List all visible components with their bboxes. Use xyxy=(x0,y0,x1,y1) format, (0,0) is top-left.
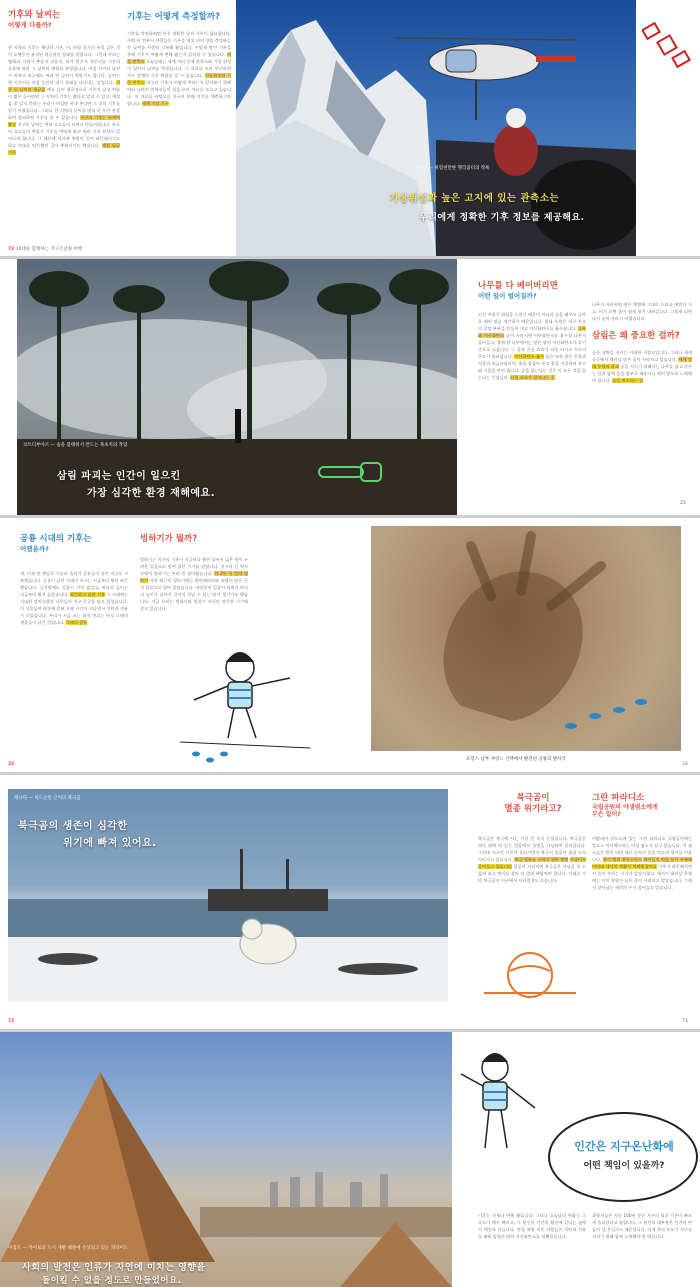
heading-line: 어땠을까? xyxy=(20,544,49,553)
paragraph: 과학자들은 지난 100년 동안 지구의 평균 기온이 빠르게 올라갔다고 말합니다. 그 원인의 대부분은 인간이 만들어 낸 온실가스 때문입니다. 이제 우리 모두가 지구를 지키기 위해 함께 노력해야 할 때입니다. xyxy=(592,1213,692,1239)
overlay-text-line: 삼림 파괴는 인간이 일으킨 xyxy=(57,471,181,482)
speech-bubble xyxy=(548,1112,698,1202)
highlight-text: 지상 관측소 xyxy=(127,52,231,64)
highlight-text: 인공위성과 기상 관측소 xyxy=(127,73,231,85)
paragraph: 지구의 기후가 어떻게 변하는지 알아보기 위해 여러 나라의 과학자들이 힘을 모아 자료를 모으고 있습니다. 이 자료를 바탕으로 지구의 미래 기후를 예측하기도 합니다. xyxy=(127,80,232,106)
heading-cut-trees xyxy=(478,281,588,300)
spread-human-responsibility xyxy=(0,1032,700,1287)
page-footer xyxy=(680,501,686,506)
heading-line: 멸종 위기라고? xyxy=(504,803,562,814)
photo-dinosaur-footprint xyxy=(371,526,681,751)
page-footer xyxy=(682,1019,688,1024)
heading-line: 어떤 일이 벌어질까? xyxy=(478,291,537,300)
page-number: 73 xyxy=(682,1019,688,1024)
paragraph: 새, 이제 먼 옛날로 거슬러 올라가 공룡들이 살던 지구로 가 보겠습니다. 공룡이 살던 시대의 지구는 지금보다 훨씬 따뜻했습니다. 극지방에도 얼음이 거의 없었고, 바다의 높이는 지금보다 훨씬 높았습니다. xyxy=(20,571,128,597)
page-footer xyxy=(8,246,82,252)
highlight-text: 어미와 새끼의 생활이 어려워졌어요 xyxy=(592,864,657,869)
paragraph: 빙하기는 지구의 기온이 지금보다 훨씬 낮아서 넓은 땅이 두꺼운 얼음으로 덮여 있던 시기를 말합니다. 지구의 긴 역사 속에서 빙하기는 여러 번 찾아왔습니다. xyxy=(140,557,248,576)
heading-text: 삼림은 왜 중요한 걸까? xyxy=(592,331,680,341)
spread-deforestation xyxy=(0,259,700,515)
overlay-text-line: 사회의 발전은 인류가 자연에 미치는 영향을 xyxy=(22,1263,206,1273)
chainsaw-icon xyxy=(317,459,387,487)
paragraph: 오늘날에는 세계 여러 곳에 관측소와 기상 위성이 있어서 날씨를 측정합니다. 그 자료를 모아 연구하면 지구 전체의 기후 변화를 알 수 있습니다. xyxy=(127,59,231,78)
paragraph: 숲은 또한 많은 동물과 식물의 보금자리이며, 흙을 붙잡아 주고 물을 저장하여 홍수와 가뭄을 막아 줍니다. 숲을 잃는다는 것은 이 모든 것을 잃는다는 뜻입니다. xyxy=(478,354,586,380)
heading-line: 어떻게 다를까? xyxy=(8,20,52,29)
footprints-icon xyxy=(561,696,651,736)
highlight-text: 세계 기상 기구 xyxy=(141,101,169,106)
overlay-text-line: 우리에게 정확한 기후 정보를 제공해요. xyxy=(419,213,585,223)
bubble-line: 인간은 지구온난화에 xyxy=(574,1140,674,1153)
page-number: 25 xyxy=(680,501,686,506)
overlay-text-line: 북극곰의 생존이 심각한 xyxy=(18,821,128,832)
paragraph: 가장 최근의 빙하기에는 북아메리카와 유럽의 많은 곳이 얼음으로 덮여 있었습니다. 바닷물이 얼음이 되면서 바다의 높이가 낮아져 걸어서 건널 수 있는 땅이 생기기도 했습니다. 지금 우리는 빙하기와 빙하기 사이의 따뜻한 시기에 살고 있습니다. xyxy=(140,578,248,611)
body-text-polar-bear xyxy=(478,835,586,884)
page-number: 32 xyxy=(8,762,15,767)
highlight-text: 세계 열대 우림의 파괴 xyxy=(592,357,692,369)
highlight-text: 따뜻하고 습한 기후 xyxy=(69,592,106,597)
heading-why-forests xyxy=(592,331,696,342)
paragraph: 이탈리아 알프스에 있는 그란 파라디소 국립공원에는 알프스 아이벡스라는 야생 염소가 살고 있습니다. 이 염소들은 봄이 되면 새로 돋아난 풀을 먹으며 새끼를 키웁니다. xyxy=(592,836,692,862)
paragraph: 얼음이 사라지면 북극곰은 사냥을 할 수 없게 되고 먹이를 찾아 더 멀리 헤엄쳐야 합니다. 이대로 가면 북극곰이 지구에서 사라질지도 모릅니다. xyxy=(478,864,586,883)
heading-line: 국립공원의 야생염소에게 xyxy=(592,803,658,811)
page-footer xyxy=(682,762,688,767)
paragraph: 인간 주위가 위험을 느끼기 때문이 아니라 숲을 태우고 나무를 베어 땅을 개간하기 때문입니다. 열대 우림은 지구 산소의 상당 부분을 만들어 내고 이산화탄소를 흡수합니다. xyxy=(478,312,586,331)
photo-caption: 코트디부아르 — 숲을 불태워서 만드는 목초지의 작업 xyxy=(23,443,128,448)
heading-text: 빙하기가 뭘까? xyxy=(140,534,198,544)
highlight-text: 산림 파괴가 일어나는 곳 xyxy=(510,375,555,380)
page-number: 72 xyxy=(8,1019,15,1024)
paragraph: 기후가 따뜻해지면서 풀이 자라는 시기가 앞당겨졌고, 새끼가 태어날 무렵에는 이미 영양가 높은 풀이 사라지고 말았습니다. 그래서 살아남는 새끼의 수가 줄어들고 있습니다. xyxy=(592,864,692,890)
photo-caption: 이집트 — 카이로의 도시 개발 때문에 손상되고 있는 피라미드 xyxy=(8,1246,129,1251)
heading-line: 나무를 다 베어버리면 xyxy=(478,281,558,291)
overlay-text-line: 기상위성과 높은 고지에 있는 관측소는 xyxy=(389,193,560,204)
heading-dinosaur-climate xyxy=(20,534,130,553)
highlight-text: 기온 등 날씨의 평균값 xyxy=(8,80,120,92)
photo-caption: 캐나다 — 허드슨만 근처의 북극곰 xyxy=(14,796,81,801)
body-text-trees xyxy=(478,311,586,381)
highlight-text: 계절 평균 기온 xyxy=(8,143,120,155)
paragraph: 나무가 사라지면 땅은 햇볕에 그대로 드러나 메말라 가고, 비가 오면 흙이 쉽게 씻겨 내려갑니다. 그렇게 되면 다시 숲이 자라기 어렵습니다. xyxy=(592,302,692,321)
body-text-forests xyxy=(592,349,692,384)
highlight-text: 지구의 기후는 바뀌어 왔고 xyxy=(8,115,120,127)
heading-line: 기후와 날씨는 xyxy=(8,10,61,20)
body-text-climate xyxy=(8,44,120,156)
highlight-text: 이산화탄소 흡수 xyxy=(514,354,545,359)
paragraph: 그 시대에는 거대한 양치식물과 나무들이 지구 곳곳을 덮고 있었습니다. 이 식물들이 땅속에 묻혀 오랜 시간이 지나면서 석탄과 석유가 되었습니다. 우리가 지금 쓰는 화석 연료는 바로 그때의 생물들이 남긴 것입니다. xyxy=(20,592,128,625)
photo-helicopter-mountain xyxy=(236,0,636,256)
page-number: 72 xyxy=(8,247,15,252)
paragraph: 지구의 날씨는 여러 요소들이 모여서 만들어집니다. 바로 이 요소들의 변화가 기후를 변하게 하고 여러 가지 현상이 일어나게 합니다. 그 때문에 과거에 추웠던 곳이 따뜻해지기도 하고 반대로 따뜻했던 곳이 추워지기도 했습니다. xyxy=(8,122,121,148)
heading-polar-bear-extinction xyxy=(478,793,588,814)
heading-how-measured xyxy=(127,12,232,23)
body-text-gran-paradiso xyxy=(592,835,692,891)
page-footer xyxy=(8,762,14,767)
footprints-icon xyxy=(190,748,230,768)
heading-line: 공룡 시대의 기후는 xyxy=(20,534,92,544)
highlight-text: 나무와 이산화탄소 xyxy=(478,326,586,338)
overlay-text-line: 돌이킬 수 없을 정도로 만들었어요. xyxy=(42,1276,182,1286)
book-title: 10대와 함께하는 지구온난화 여행 xyxy=(15,247,83,252)
heading-line: 그란 파라디소 xyxy=(592,793,645,803)
paragraph: 기후를 측정하려면 우선 정확한 날씨 기록이 필요합니다. 수백 년 전부터 사람들은 기온을 재고 비의 양을 측정하는 등 날씨를 꾸준히 기록해 왔습니다. 이렇게 쌓인 기록을 통해 기후가 어떻게 변해 왔는지 살펴볼 수 있습니다. xyxy=(127,31,231,57)
satellite-icon xyxy=(642,20,692,70)
photo-caption: 프랑스 남부 샤랑느 산맥에서 발견된 공룡의 발자국 xyxy=(466,757,566,762)
page-footer xyxy=(8,1019,14,1024)
highlight-text: 숲을 보호하는 일 xyxy=(612,378,644,383)
highlight-text: 새끼들이 먹을 풀이 부족해 xyxy=(643,857,692,862)
bubble-line: 어떤 책임이 있을까? xyxy=(583,1161,665,1171)
photo-caption: 몽블랑 — 위험천만한 헬리콥터의 착륙 xyxy=(414,166,490,171)
body-text-measure xyxy=(127,30,231,107)
paragraph: 숲은 생명을 지키는 거대한 저장고입니다. 그러나 세계 곳곳에서 해마다 많은 숲이 사라지고 있습니다. xyxy=(592,350,692,362)
overlay-text-line: 가장 심각한 환경 재해예요. xyxy=(87,488,216,499)
body-text-responsibility xyxy=(478,1212,586,1240)
body-text-responsibility-cont xyxy=(592,1212,692,1240)
overlay-text-line: 위기에 빠져 있어요. xyxy=(63,838,157,849)
photo-burning-forest xyxy=(17,259,457,515)
heading-text: 기후는 어떻게 측정할까? xyxy=(127,12,220,22)
highlight-text: 사냥터가 줄어들고 있습니다 xyxy=(478,857,586,869)
paragraph: 숲을 지키기 위해서는 나무를 심고 가꾸는 일과 함께 숲을 함부로 태우거나 베지 않도록 노력해야 합니다. xyxy=(592,364,692,383)
spread-polar-bear xyxy=(0,775,700,1029)
highlight-text: 북극 빙하를 구하기 위한 방법 xyxy=(514,857,569,862)
spread-dinosaur-climate xyxy=(0,518,700,772)
heading-gran-paradiso xyxy=(592,793,696,819)
paragraph: 한 지역의 기후는 해당하 기온, 비, 바람 공기의 특성 같은 것이 오랫동안 유지된 평균적인 상태를 말합니다. 그런데 우리는 엘레리 지역이 추운지 더운지, 비가 많은지 적은지를 시간의 흐름에 따라 그 날씨의 변화를 관찰합니다. 며칠 사이의 날씨가 바뀌고 하루에도 여러 번 날씨가 변하기도 합니다. 날씨는 몇 시간이나 며칠 동안의 대기 상태를 나타내는 말입니다. xyxy=(8,45,120,85)
heading-line: 무슨 일이? xyxy=(592,811,621,819)
body-text-trees-cont xyxy=(592,301,692,322)
paragraph: 예를 들어 평균적으로 기온이 낮고 여름이 짧은 곳이라면 그 지역의 기후는 춥다고 말할 수 있고, 계절을 잘 알지 못하는 우리가 며칠만 지내 본다면 그 곳의 기후를 알기 어렵습니다. 그러나 한 지역의 날씨를 몇십 년 동안 관찰하여 정리하면 기후를 알 수 있습니다. xyxy=(8,87,120,120)
photo-polar-bear xyxy=(8,789,448,1002)
heading-ice-age xyxy=(140,534,250,545)
melting-globe-illustration xyxy=(480,943,580,1007)
body-text-dinosaur xyxy=(20,570,128,626)
highlight-text: 봄이 빨리 찾아오면서 xyxy=(602,857,642,862)
paragraph: 북극곰은 북극에 사는 가장 큰 육식 동물입니다. 북극곰은 바다 위에 떠 있는 얼음에서 물범을 사냥하며 살아갑니다. 그런데 지구의 기온이 올라가면서 북극의 얼음이 점점 녹아 사라지고 있습니다. xyxy=(478,836,586,862)
paragraph: 숲이 사라지면 이산화탄소를 흡수할 나무가 줄어들고, 불에 탄 나무에서는 많은 양의 이산화탄소가 공기 중으로 나옵니다. 그 결과 온실 효과가 더욱 커지고 지구의 온도가 올라갑니다. xyxy=(478,333,586,359)
body-text-ice-age xyxy=(140,556,248,612)
spread-climate-weather xyxy=(0,0,700,256)
highlight-text: 그때의 공룡 xyxy=(65,620,88,625)
boy-pointing-illustration xyxy=(455,1038,555,1168)
highlight-text: 약 2만 년 전의 빙하기 xyxy=(140,571,248,583)
page-number: 33 xyxy=(682,762,688,767)
heading-line: 북극곰이 xyxy=(516,793,550,803)
paragraph: 기후는 언제나 변해 왔습니다. 그러나 오늘날의 변화는 그 속도가 매우 빠르고, 그 원인이 인간의 활동에 있다는 점에서 예전과 다릅니다. 산업 혁명 이후 사람들은 석탄과 석유를 태워 엄청난 양의 이산화탄소를 내뿜었습니다. xyxy=(478,1213,586,1239)
heading-climate-vs-weather xyxy=(8,10,118,29)
photo-pyramids-cairo xyxy=(0,1032,452,1287)
